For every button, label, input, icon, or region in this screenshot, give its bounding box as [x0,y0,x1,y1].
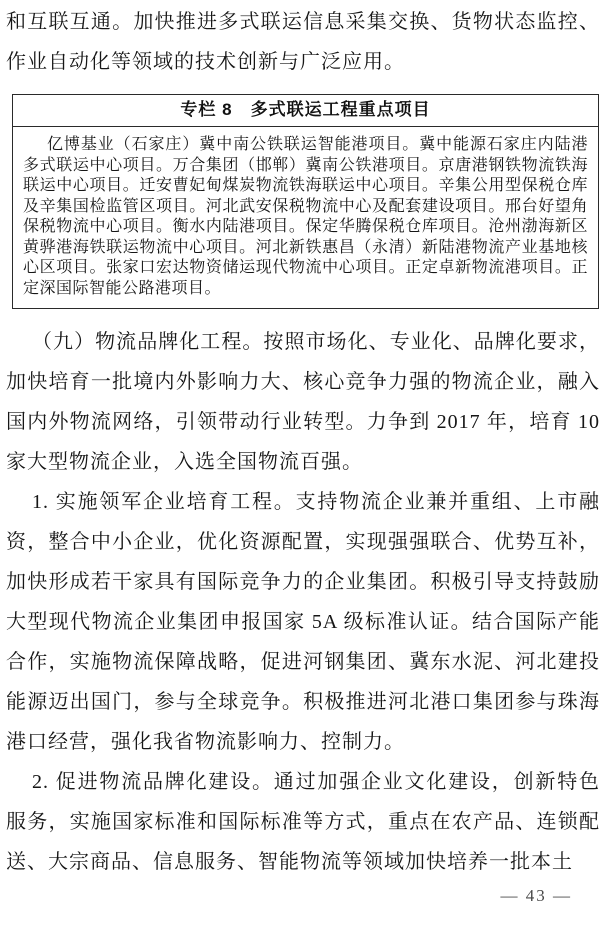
intro-paragraph: 和互联互通。加快推进多式联运信息采集交换、货物状态监控、作业自动化等领域的技术创新与广泛应用。 [6,11,600,73]
paragraph-item-1: 1. 实施领军企业培育工程。支持物流企业兼并重组、上市融资，整合中小企业，优化资源配置，实现强强联合、优势互补，加快形成若干家具有国际竞争力的企业集团。积极引导支持鼓励大型现代物流企业集团申报国家 5A 级标准认证。结合国际产能合作，实施物流保障战略，促进河钢集团、冀东水泥、河北建投能源迈出国门，参与全球竞争。积极推进河北港口集团参与珠海港口经营，强化我省物流影响力、控制力。 [6,491,600,753]
column-box [12,94,599,309]
column-box-title: 专栏 8 多式联运工程重点项目 [13,95,598,127]
column-box-body: 亿博基业（石家庄）冀中南公铁联运智能港项目。冀中能源石家庄内陆港多式联运中心项目。万合集团（邯郸）冀南公铁港项目。京唐港钢铁物流铁海联运中心项目。迁安曹妃甸煤炭物流铁海联运中心项目。辛集公用型保税仓库及辛集国检监管区项目。河北武安保税物流中心及配套建设项目。邢台好望角保税物流中心项目。衡水内陆港项目。保定华腾保税仓库项目。沧州渤海新区黄骅港海铁联运物流中心项目。河北新铁惠昌（永清）新陆港物流产业基地核心区项目。张家口宏达物资储运现代物流中心项目。正定卓新物流港项目。正定深国际智能公路港项目。 [23,136,588,297]
body-paragraphs [6,322,600,882]
paragraph-item-2: 2. 促进物流品牌化建设。通过加强企业文化建设，创新特色服务，实施国家标准和国际标准等方式，重点在农产品、连锁配送、大宗商品、信息服务、智能物流等领域加快培养一批本土 [6,771,600,873]
paragraph-section-9: （九）物流品牌化工程。按照市场化、专业化、品牌化要求，加快培育一批境内外影响力大、核心竞争力强的物流企业，融入国内外物流网络，引领带动行业转型。力争到 2017 年，培育 10 家大型物流企业，入选全国物流百强。 [6,331,600,473]
page-number: — 43 — [500,886,572,905]
